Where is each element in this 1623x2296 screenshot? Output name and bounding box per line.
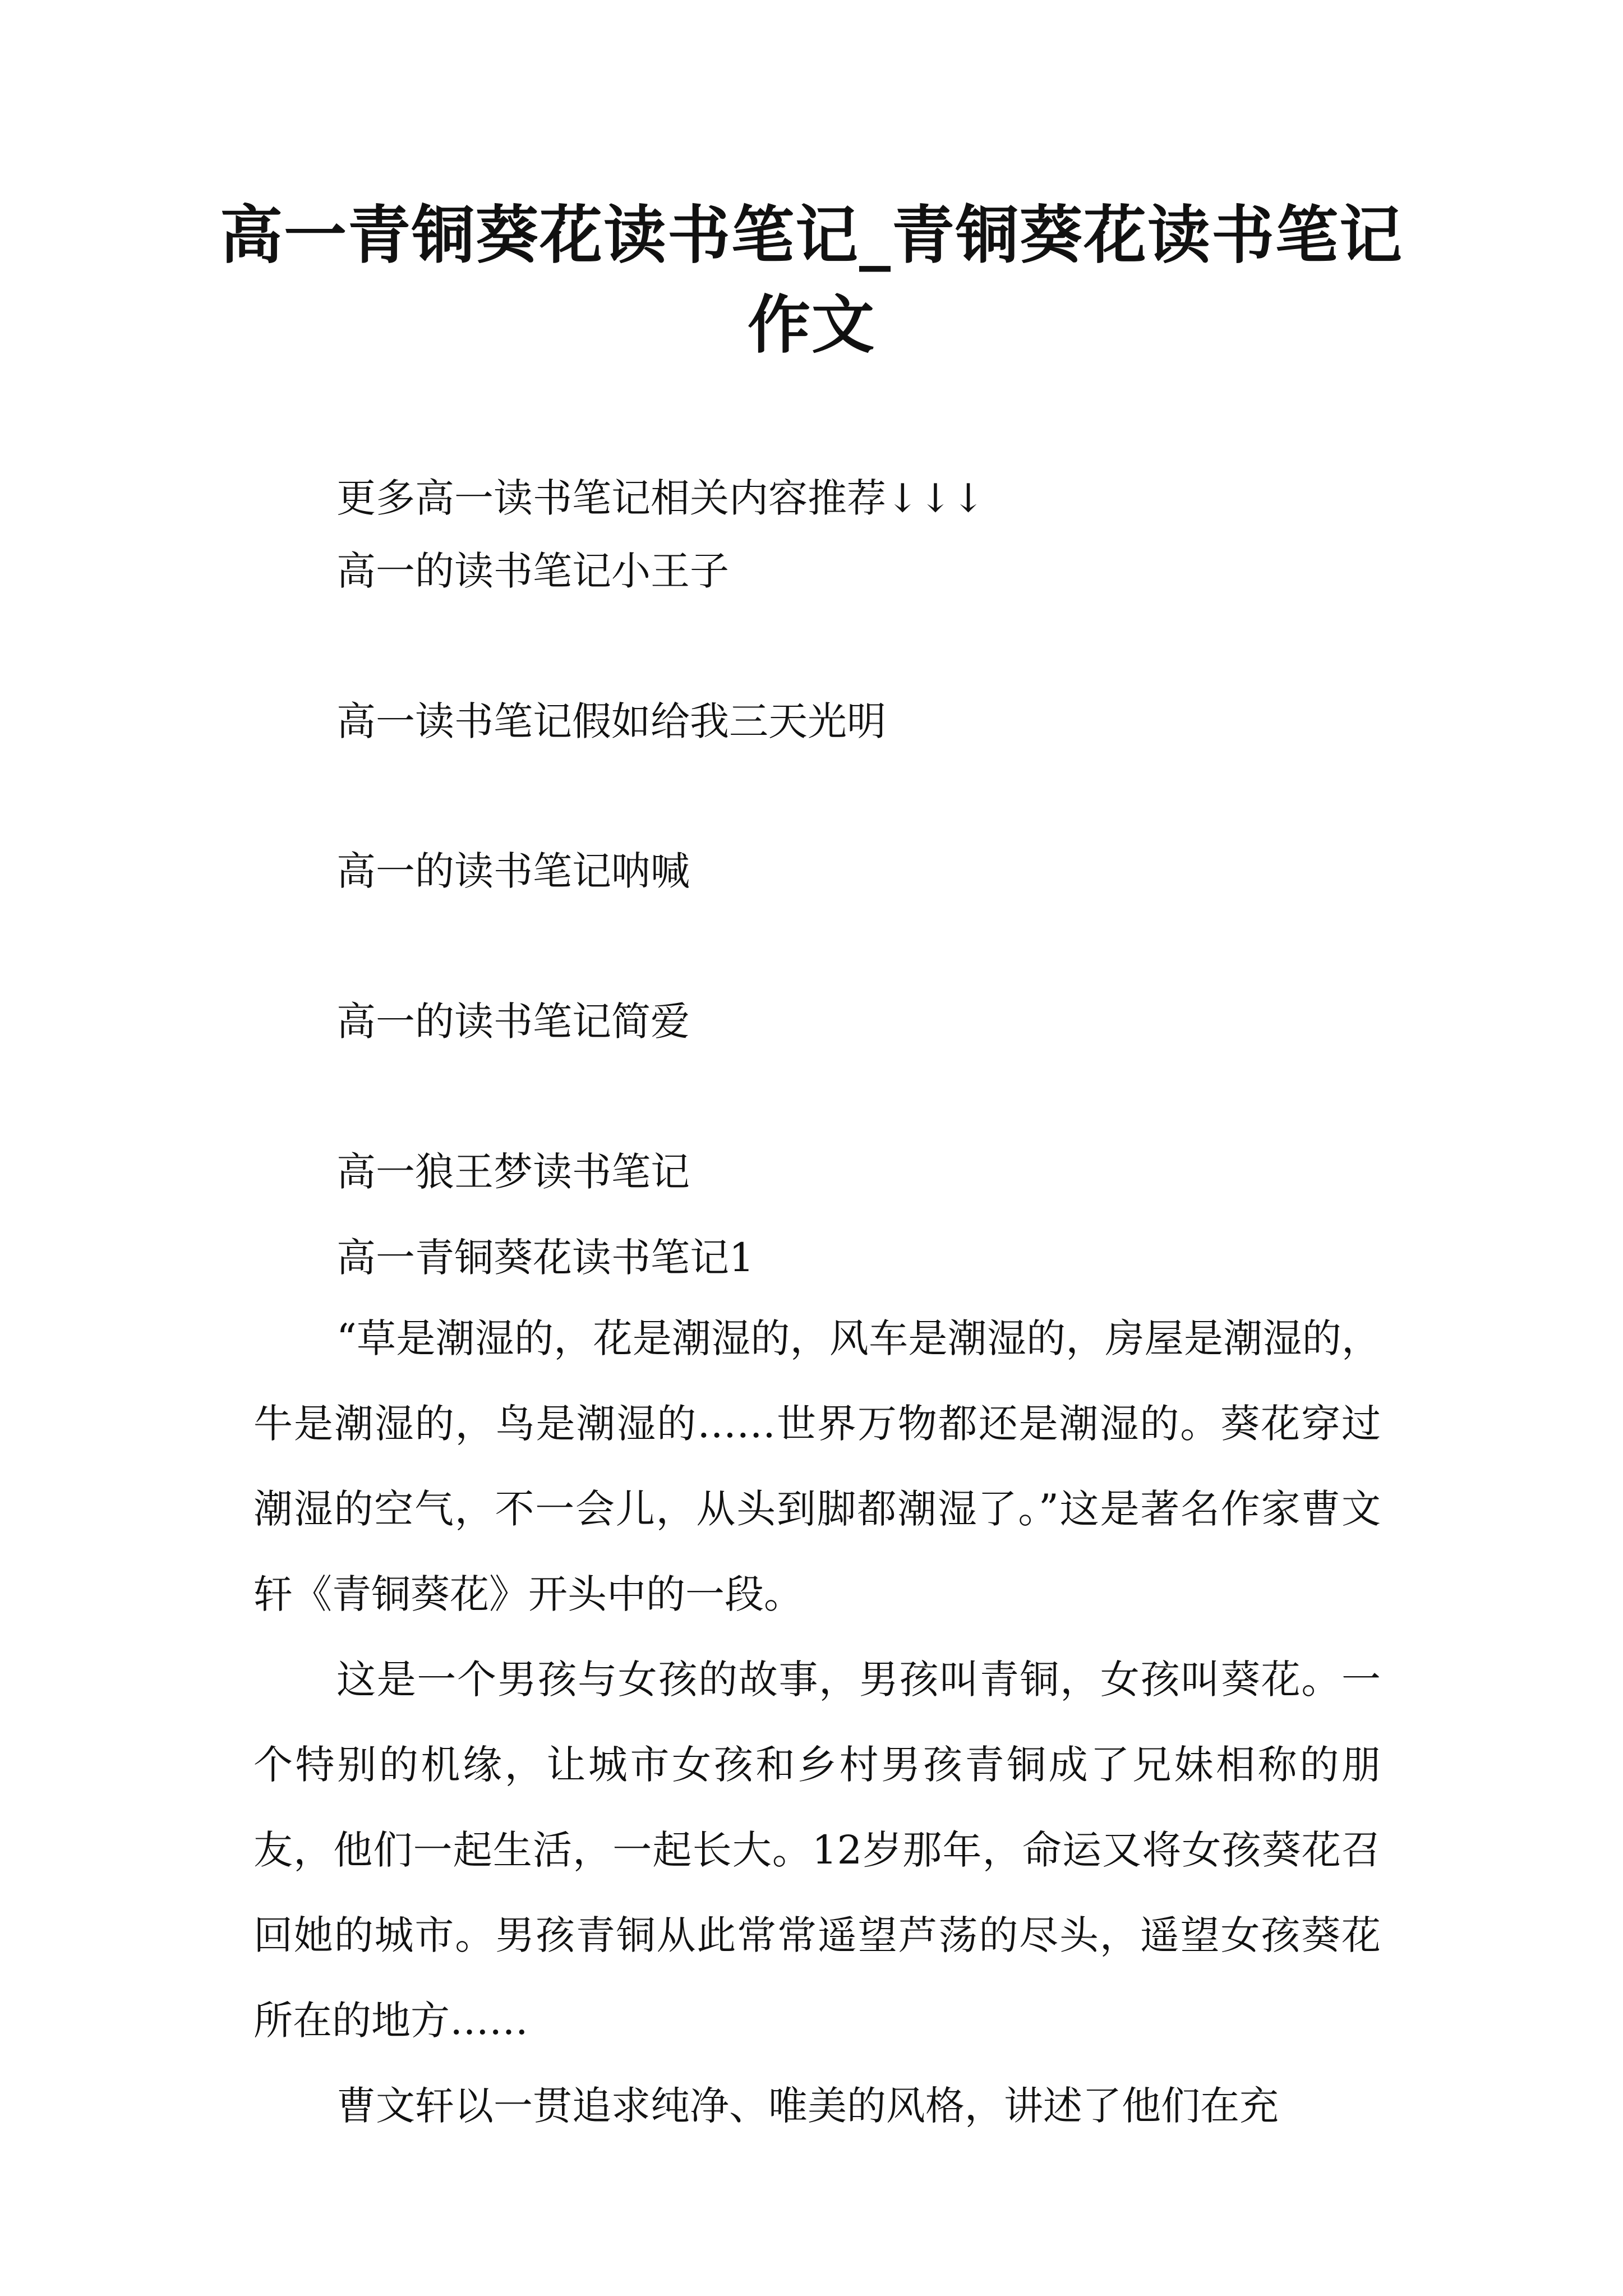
- related-link-2[interactable]: 高一读书笔记假如给我三天光明: [336, 698, 886, 744]
- recommend-heading: 更多高一读书笔记相关内容推荐↓↓↓: [336, 475, 985, 521]
- title-line-1: 高一青铜葵花读书笔记_青铜葵花读书笔记: [220, 199, 1403, 272]
- title-line-2: 作文: [748, 288, 875, 362]
- related-link-1[interactable]: 高一的读书笔记小王子: [336, 548, 729, 594]
- section-heading: 高一青铜葵花读书笔记1: [336, 1235, 754, 1281]
- body-paragraph-1: “草是潮湿的，花是潮湿的，风车是潮湿的，房屋是潮湿的，牛是潮湿的，鸟是潮湿的……世界万物都还是潮湿的。葵花穿过潮湿的空气，不一会儿，从头到脚都潮湿了。”这是著名作家曹文轩《青铜葵花》开头中的一段。: [253, 1315, 1381, 1617]
- related-link-4[interactable]: 高一的读书笔记简爱: [336, 999, 690, 1045]
- document-title: [213, 191, 1410, 370]
- related-link-3[interactable]: 高一的读书笔记呐喊: [336, 848, 690, 894]
- body-paragraph-2: 这是一个男孩与女孩的故事，男孩叫青铜，女孩叫葵花。一个特别的机缘，让城市女孩和乡村男孩青铜成了兄妹相称的朋友，他们一起生活，一起长大。12岁那年，命运又将女孩葵花召回她的城市。男孩青铜从此常常遥望芦荡的尽头，遥望女孩葵花所在的地方……: [253, 1657, 1381, 2044]
- related-link-5[interactable]: 高一狼王梦读书笔记: [336, 1149, 690, 1195]
- body-paragraph-3: 曹文轩以一贯追求纯净、唯美的风格，讲述了他们在充: [336, 2083, 1279, 2129]
